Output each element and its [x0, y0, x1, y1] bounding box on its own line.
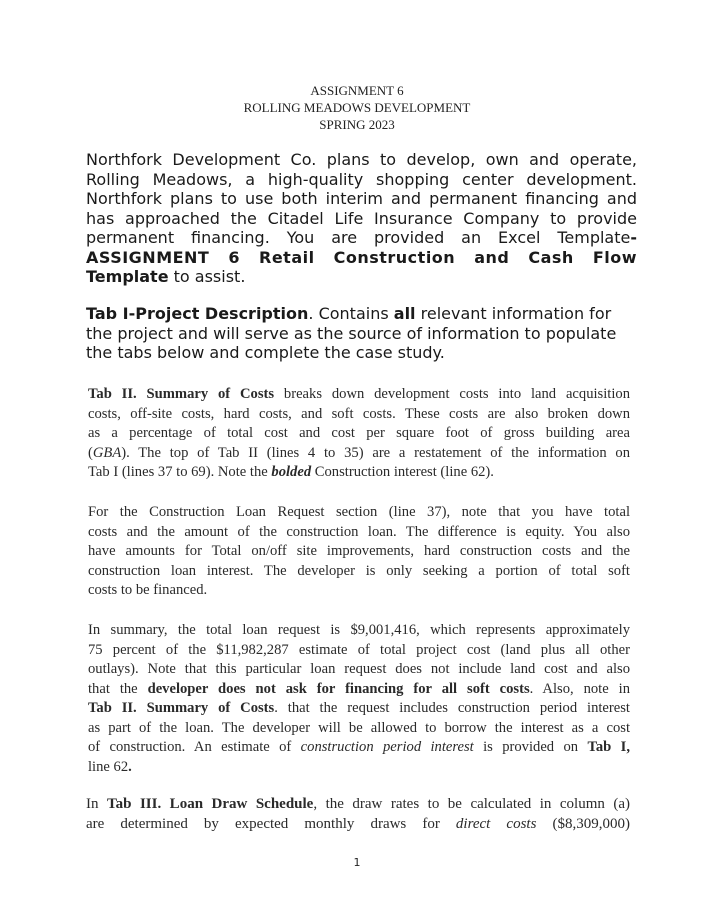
tab2-reference: Tab II. Summary of Costs [88, 700, 275, 716]
intro-line: Rolling Meadows, a high-quality shopping center development. [86, 169, 637, 189]
intro-line-text: permanent financing. You are provided an Excel Template [86, 228, 631, 247]
tab2-line [88, 385, 630, 405]
bolded-word: bolded [271, 464, 312, 480]
summary-text: is provided on [473, 739, 588, 755]
loan-request-line: construction loan interest. The developer is only seeking a portion of total soft [88, 562, 630, 579]
tab2-line [88, 463, 630, 483]
summary-text: . that the request includes construction period interest [274, 700, 630, 716]
tab2-paren: ( [88, 444, 93, 461]
tab2-text: Tab I (lines 37 to 69). Note the [88, 464, 272, 480]
intro-tail: to assist. [173, 267, 246, 286]
tab3-text: ($8,309,000) [536, 815, 630, 832]
loan-request-line: For the Construction Loan Request section (line 37), note that you have total [88, 504, 630, 520]
template-name-line [86, 248, 637, 268]
loan-request-line: costs and the amount of the construction loan. The difference is equity. You also [88, 523, 630, 540]
summary-text: of construction. An estimate of [88, 739, 301, 755]
intro-last-line [86, 267, 637, 287]
tab1-text: . Contains [308, 304, 394, 323]
tab1-line [86, 304, 637, 324]
summary-line: outlays). Note that this particular loan request does not include land cost and also [88, 661, 630, 677]
tab3-label: Tab III. Loan Draw Schedule [106, 796, 314, 812]
tab3-paragraph [86, 795, 630, 834]
tab2-line: costs, off-site costs, hard costs, and soft costs. These costs are also broken down [88, 405, 630, 422]
tab2-paragraph [88, 385, 630, 483]
tab1-reference: Tab I, [587, 739, 630, 755]
direct-costs-term: direct costs [455, 815, 537, 832]
template-name-bold: ASSIGNMENT 6 Retail Construction and Cash Flow [86, 247, 637, 267]
summary-line [88, 758, 630, 778]
summary-line [88, 738, 630, 758]
summary-period: . [128, 758, 132, 775]
summary-paragraph [88, 621, 630, 777]
loan-request-line: have amounts for Total on/off site improvements, hard construction costs and the [88, 543, 630, 559]
interest-term: construction period interest [300, 739, 474, 755]
intro-paragraph [86, 150, 637, 287]
tab2-text: ). The top of Tab II (lines 4 to 35) are a restatement of the information on [121, 444, 630, 461]
tab1-line: the tabs below and complete the case study. [86, 343, 445, 362]
intro-line: Northfork Development Co. plans to develop, own and operate, [86, 150, 637, 169]
tab2-line [88, 444, 630, 464]
summary-line [88, 699, 630, 719]
loan-request-paragraph [88, 503, 630, 601]
summary-text: . Also, note in [529, 680, 630, 697]
assignment-heading: ASSIGNMENT 6 [310, 83, 404, 98]
tab1-line: the project and will serve as the source of information to populate [86, 323, 617, 343]
summary-line: as part of the loan. The developer will be allowed to borrow the interest as a cost [88, 719, 630, 736]
summary-text: that the [88, 680, 148, 697]
summary-line: In summary, the total loan request is $9,001,416, which represents approximately [88, 622, 630, 638]
tab1-paragraph [86, 304, 637, 363]
loan-request-line: costs to be financed. [88, 582, 208, 598]
intro-line: has approached the Citadel Life Insurance Company to provide [86, 208, 637, 228]
tab3-line [86, 815, 630, 835]
tab1-all: all [393, 304, 416, 323]
tab2-text: breaks down development costs into land acquisition [274, 386, 630, 402]
gba-abbrev: GBA [92, 444, 122, 461]
tab2-label: Tab II. Summary of Costs [88, 386, 275, 402]
intro-dash: - [630, 228, 637, 247]
soft-costs-note: developer does not ask for financing for all soft costs [147, 680, 530, 697]
page-number: 1 [353, 856, 361, 869]
tab1-label: Tab I-Project Description [86, 304, 309, 323]
template-word: Template [86, 267, 169, 286]
tab3-text: , the draw rates to be calculated in column (a) [313, 796, 630, 812]
intro-line [86, 228, 637, 248]
tab1-text-rest: relevant information for [415, 304, 612, 323]
tab2-line: as a percentage of total cost and cost per square foot of gross building area [88, 425, 630, 441]
intro-line: Northfork plans to use both interim and permanent financing and [86, 189, 637, 208]
summary-text: line 62 [88, 758, 129, 775]
project-heading: ROLLING MEADOWS DEVELOPMENT [243, 100, 471, 115]
tab3-line [86, 795, 630, 815]
summary-line: 75 percent of the $11,982,287 estimate of total project cost (land plus all other [88, 641, 630, 658]
tab2-text: Construction interest (line 62). [311, 464, 494, 480]
tab3-text: In [86, 796, 107, 812]
summary-line [88, 680, 630, 700]
tab3-text: are determined by expected monthly draws for [86, 815, 456, 832]
term-heading: SPRING 2023 [319, 117, 395, 132]
